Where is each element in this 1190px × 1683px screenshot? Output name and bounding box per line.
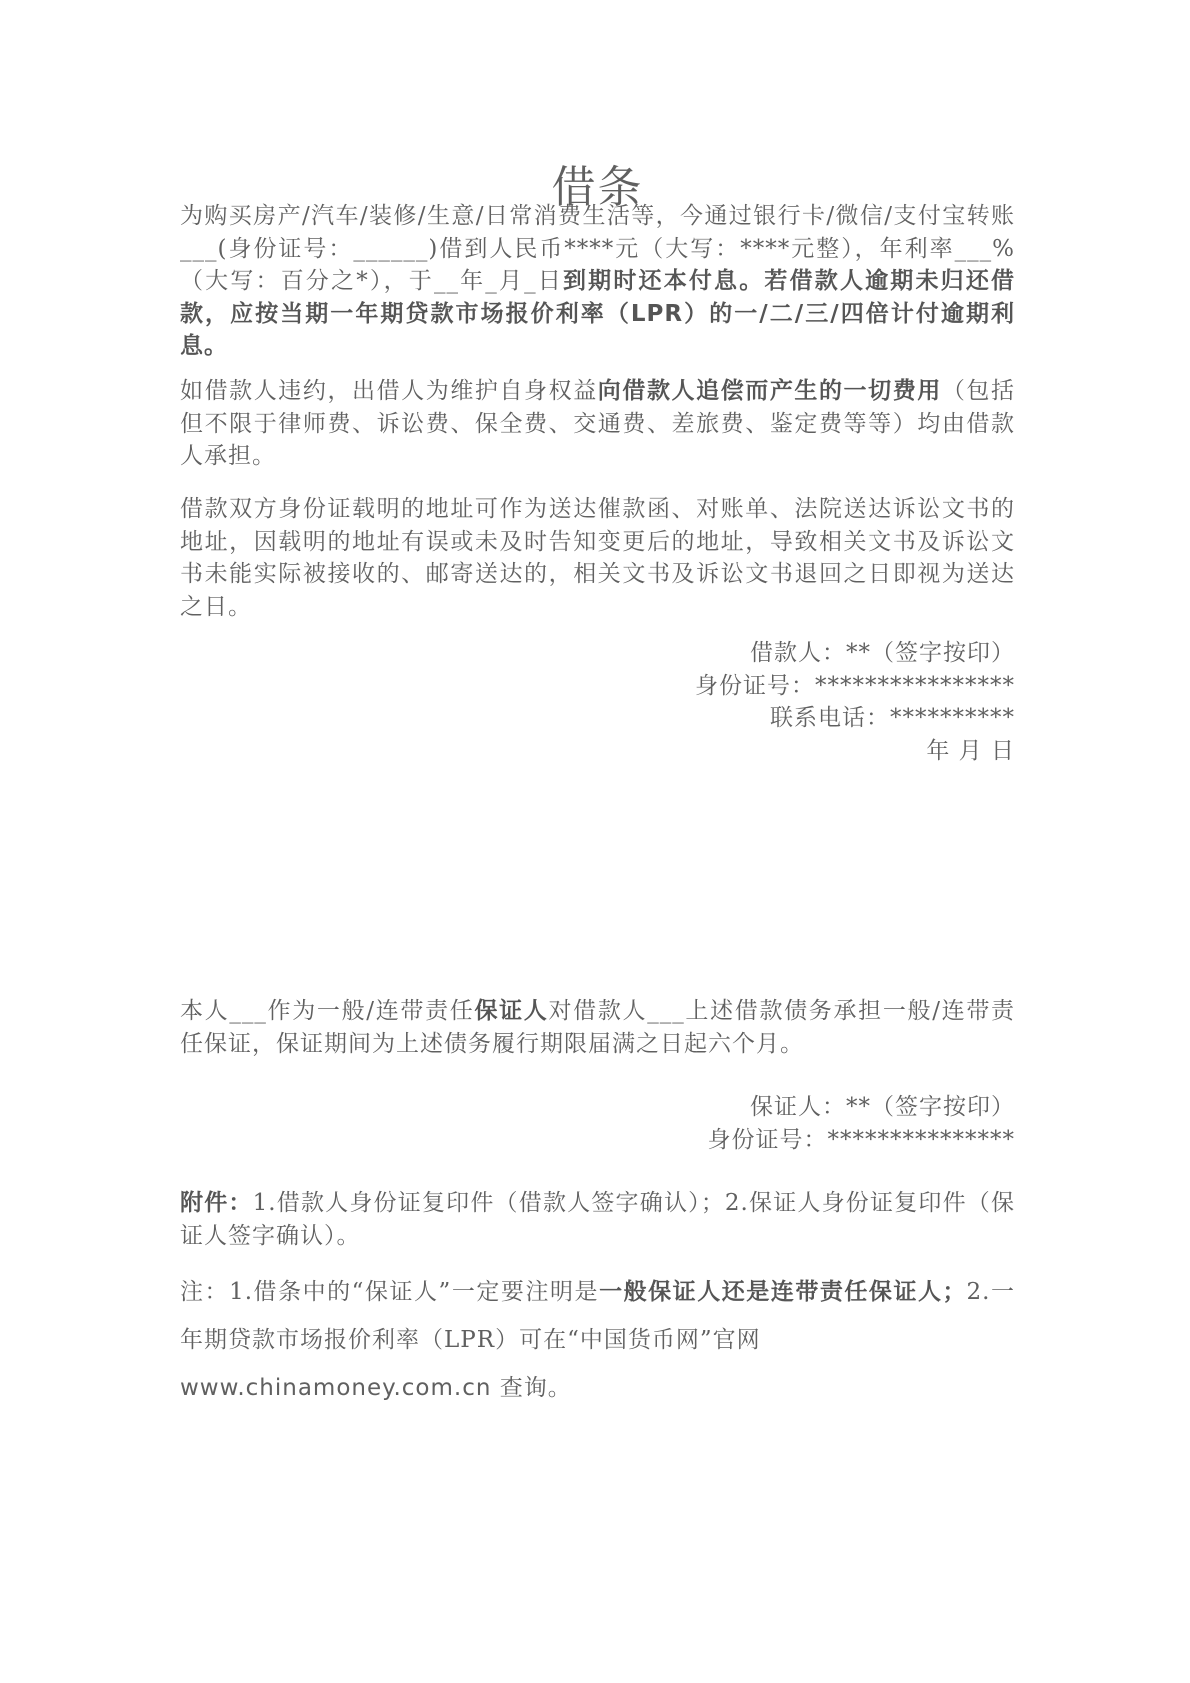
attachment-paragraph [180, 1187, 1015, 1252]
guarantee-text: 本人___作为一般/连带责任 [180, 998, 475, 1024]
loan-terms-bold-text: 到期时还本付息。若借款人逾期未归还借款，应按当期一年期贷款市场报价利率 [180, 268, 1016, 327]
note-suffix: 查询。 [499, 1375, 572, 1401]
default-costs-bold-text: 向借款人追偿而产生的一切费用 [597, 378, 942, 404]
note-text: 注：1.借条中的“保证人”一定要注明是 [180, 1279, 600, 1305]
attachment-label: 附件： [180, 1190, 253, 1216]
borrower-phone-line: 联系电话：********** [770, 705, 1015, 731]
guarantor-id-line: 身份证号：*************** [707, 1126, 1015, 1153]
attachment-text: 1.借款人身份证复印件（借款人签字确认）；2.保证人身份证复印件（保证人签字确认）。 [180, 1190, 1016, 1249]
guarantee-paragraph [180, 995, 1015, 1060]
guarantee-detail-text: 对借款人___上述借款债务承担一般/连带责任保证，保证期间为上述债务履行期限届满之日起六个月。 [180, 998, 1016, 1057]
lpr-text: （LPR） [605, 300, 710, 327]
borrower-signature-block [695, 637, 1015, 767]
borrower-date-line: 年 月 日 [926, 737, 1015, 764]
overdue-interest-text: 的一/二/三/四倍计付逾期利息。 [180, 300, 1016, 359]
loan-terms-text: 为购买房产/汽车/装修/生意/日常消费生活等，今通过银行卡/微信/支付宝转账___(身份证号：______)借到人民币****元（大写：****元整），年利率___%（大写：百分之*），于__年_月_日 [180, 203, 1015, 294]
note-lpr-text: 2.一年期贷款市场报价利率（LPR）可在“中国货币网”官网 [180, 1279, 1016, 1353]
loan-terms-paragraph [180, 200, 1015, 363]
chinamoney-url: www.chinamoney.com.cn [180, 1375, 492, 1401]
default-costs-detail-text: （包括但不限于律师费、诉讼费、保全费、交通费、差旅费、鉴定费等等）均由借款人承担。 [180, 378, 1016, 469]
default-costs-text: 如借款人违约，出借人为维护自身权益 [180, 378, 598, 404]
borrower-name-line: 借款人：**（签字按印） [750, 640, 1015, 666]
note-bold-text: 一般保证人还是连带责任保证人； [599, 1279, 967, 1305]
guarantor-bold-text: 保证人 [474, 998, 549, 1024]
document-title: 借条 [551, 162, 644, 213]
guarantor-signature-block [708, 1091, 1016, 1156]
note-paragraph [180, 1268, 1015, 1412]
default-costs-paragraph [180, 375, 1015, 473]
guarantor-name-line: 保证人：**（签字按印） [750, 1094, 1015, 1120]
borrower-id-line: 身份证号：**************** [695, 672, 1015, 699]
service-address-paragraph: 借款双方身份证载明的地址可作为送达催款函、对账单、法院送达诉讼文书的地址，因载明的地址有误或未及时告知变更后的地址，导致相关文书及诉讼文书未能实际被接收的、邮寄送达的，相关文书及诉讼文书退回之日即视为送达之日。 [180, 496, 1015, 620]
